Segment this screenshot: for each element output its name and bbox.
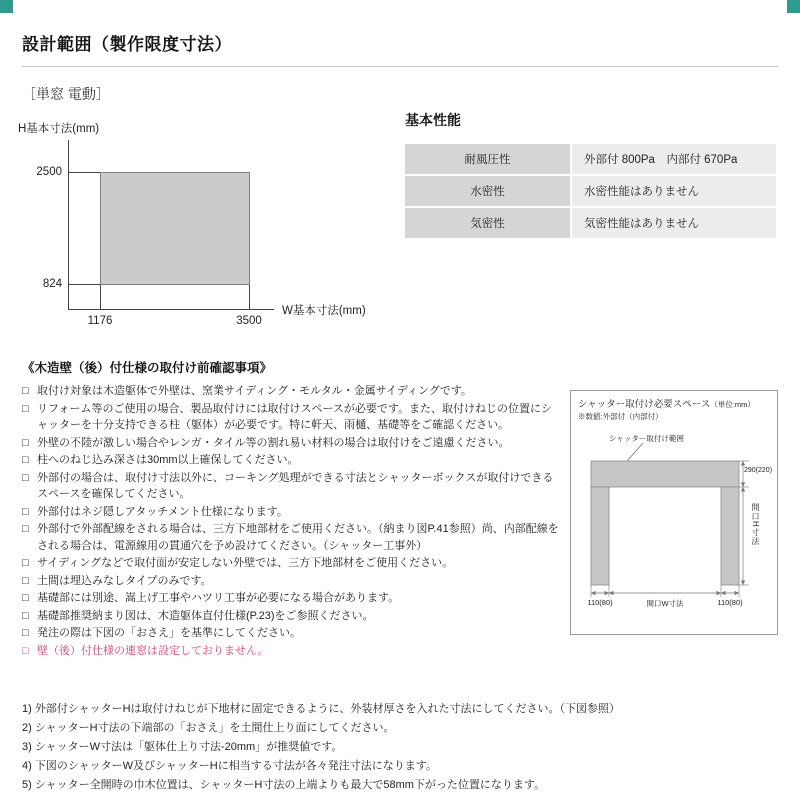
checklist-item-text: 壁（後）付仕様の連窓は設定しておりません。 [37,644,269,657]
x-axis-line [68,309,274,310]
checklist-item-text: リフォーム等のご使用の場合、製品取付けには取付けスペースが必要です。また、取付けねじの位置にシャッターを十分支持できる柱（躯体）が必要です。特に軒天、雨樋、基礎等をご確認ください。 [37,402,553,431]
table-row-value: 外部付 800Pa 内部付 670Pa [572,144,776,174]
checklist-item [22,521,562,554]
precheck-list [22,358,562,660]
checklist-item [22,504,562,521]
checklist-item-text: 取付け対象は木造躯体で外壁は、窯業サイディング・モルタル・金属サイディングです。 [37,385,472,397]
dimension-right-margin: 110(80) [717,598,743,607]
performance-section [405,110,776,238]
y-axis-label: H基本寸法(mm) [18,123,100,135]
checkbox-icon: □ [22,592,29,604]
accent-corner-mark-right [787,0,800,13]
checkbox-icon: □ [22,436,29,449]
checklist-item [22,383,562,400]
page-subtitle: ［単窓 電動］ [22,86,110,102]
checklist-item-text: 発注の際は下図の「おさえ」を基準にしてください。 [37,627,301,639]
checkbox-icon: □ [22,644,29,657]
checklist-item [22,608,562,625]
footnote: 2) シャッターH寸法の下端部の「おさえ」を土間仕上り面にしてください。 [22,722,395,734]
page-title: 設計範囲（製作限度寸法） [22,35,232,54]
checkbox-icon: □ [22,627,29,639]
checklist-item-text: 基礎部には別途、嵩上げ工事やハツリ工事が必要になる場合があります。 [37,592,400,604]
title-divider [22,66,778,67]
checklist-item-text: 土間は埋込みなしタイプのみです。 [37,574,212,587]
footnote: 1) 外部付シャッターHは取付けねじが下地材に固定できるように、外装材厚さを入れた寸法にしてください。（下図参照） [22,703,621,715]
table-row-label: 水密性 [405,176,570,206]
footnote: 3) シャッターW寸法は「躯体仕上り寸法-20mm」が推奨値です。 [22,741,343,753]
x-tick-min: 1176 [87,315,113,327]
footnote: 4) 下図のシャッターW及びシャッターHに相当する寸法が各々発注寸法になります。 [22,760,437,772]
performance-title: 基本性能 [405,112,461,128]
checkbox-icon: □ [22,609,29,622]
checkbox-icon: □ [22,454,29,466]
dimension-box-height: 290(220) [744,467,773,474]
design-range-chart [0,112,400,352]
table-row-value: 水密性能はありません [572,176,776,206]
checklist-item [22,625,562,642]
checklist-title: 《木造壁（後）付仕様の取付け前確認事項》 [22,361,273,375]
table-row-label: 気密性 [405,208,570,238]
diagram-range-label: シャッター取付け範囲 [609,434,684,443]
checkbox-icon: □ [22,402,29,415]
x-axis-label: W基本寸法(mm) [282,305,366,317]
checklist-item-text: 基礎部推奨納まり図は、木造躯体直付仕様(P.23)をご参照ください。 [37,609,374,622]
accent-corner-mark-left [0,0,13,13]
diagram-unit: （単位:mm） [710,400,755,409]
y-tick-max: 2500 [36,166,62,178]
checkbox-icon: □ [22,471,29,484]
dimension-opening-width: 開口W寸法 [646,599,684,608]
diagram-note: ※数値:外部付（内部付） [578,412,663,421]
checkbox-icon: □ [22,557,29,569]
mounting-space-diagram [570,390,778,635]
shutter-range-top-band [591,461,739,487]
checklist-item [22,590,562,607]
checklist-item [22,470,562,503]
footnote: 5) シャッター全開時の巾木位置は、シャッターH寸法の上端よりも最大で58mm下がった位置になります。 [22,779,546,791]
footnotes [22,700,782,795]
checklist-item-text: 外壁の不陸が激しい場合やレンガ・タイル等の割れ易い材料の場合は取付けをご遠慮ください。 [37,436,510,449]
design-range-region [100,172,250,285]
dimension-opening-height: 開口H寸法 [751,503,760,546]
tick-line-3500 [249,285,250,309]
checklist-item [22,452,562,469]
checklist-item-text: サイディングなどで取付面が安定しない外壁では、三方下地部材をご使用ください。 [37,557,454,569]
checkbox-icon: □ [22,523,29,535]
performance-table [405,144,776,238]
checklist-item-text: 外部付の場合は、取付け寸法以外に、コーキング処理ができる寸法とシャッターボックスが取付けできるスペースを確保してください。 [37,471,554,500]
dimension-left-margin: 110(80) [587,598,613,607]
table-row-label: 耐風圧性 [405,144,570,174]
diagram-title-text: シャッター取付け必要スペース [578,399,711,410]
x-tick-max: 3500 [236,315,262,327]
tick-line-1176 [100,285,101,309]
checklist-item [22,555,562,572]
checklist-item-text: 外部付はネジ隠しアタッチメント仕様になります。 [37,505,288,518]
checklist-item-text: 外部付で外部配線をされる場合は、三方下地部材をご使用ください。（納まり図P.41参照）尚、内部配線をされる場合は、電源線用の貫通穴を予め設けてください。（シャッター工事外） [37,523,559,552]
shutter-range-right-band [721,487,739,585]
checklist-item-text: 柱へのねじ込み深さは30mm以上確保してください。 [37,454,299,466]
checklist-item-warning [22,643,562,660]
y-tick-min: 824 [42,278,62,290]
checkbox-icon: □ [22,385,29,397]
tick-line-2500 [68,172,100,173]
checklist-item [22,401,562,434]
table-row-value: 気密性能はありません [572,208,776,238]
checkbox-icon: □ [22,574,29,587]
shutter-range-left-band [591,487,609,585]
tick-line-824 [68,284,100,285]
checkbox-icon: □ [22,505,29,518]
checklist-item [22,573,562,590]
checklist-item [22,435,562,452]
